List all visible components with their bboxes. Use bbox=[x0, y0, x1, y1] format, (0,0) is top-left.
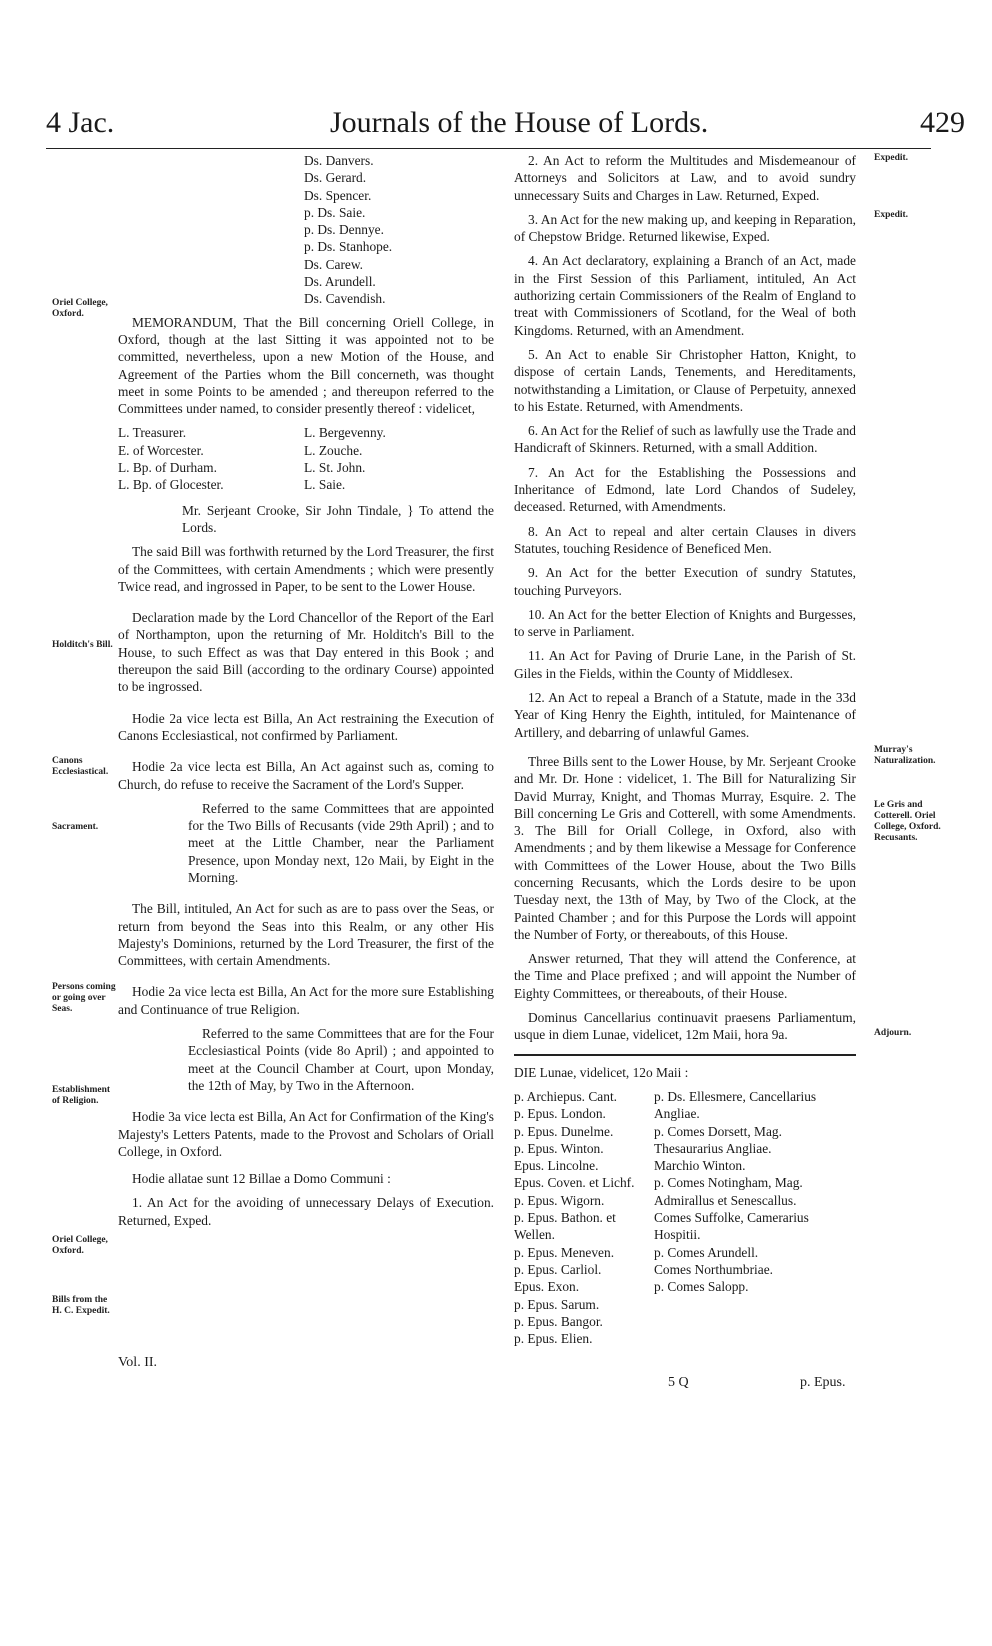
committee-entry: L. St. John. bbox=[304, 460, 366, 476]
attendance-entry: p. Epus. Wigorn. bbox=[514, 1192, 605, 1208]
attendance-lords bbox=[654, 1088, 854, 1347]
bill-entry: 10. An Act for the better Election of Knights and Burgesses, to serve in Parliament. bbox=[514, 606, 856, 640]
name-entry: Ds. Danvers. bbox=[304, 153, 374, 168]
margin-note: Expedit. bbox=[874, 210, 909, 220]
attendance-entry: p. Archiepus. Cant. bbox=[514, 1088, 618, 1104]
name-entry: Ds. Gerard. bbox=[304, 170, 367, 186]
attendance-entry: p. Epus. Elien. bbox=[514, 1331, 593, 1347]
answer-paragraph: Answer returned, That they will attend the Conference, at the Time and Place prefixed ; and will appoint the Number of Eighty Committees, or thereabouts, of their House. bbox=[514, 951, 856, 1001]
canons-paragraph: Hodie 2a vice lecta est Billa, An Act restraining the Execution of Canons Ecclesiastical, not confirmed by Parliament. bbox=[118, 710, 494, 743]
attendance-entry: Marchio Winton. bbox=[654, 1158, 746, 1174]
margin-note: Murray's Naturalization. bbox=[874, 745, 936, 766]
sacrament-paragraph: Hodie 2a vice lecta est Billa, An Act against such as, coming to Church, do refuse to receive the Sacrament of the Lord's Supper. bbox=[118, 759, 494, 792]
bills-paragraph: Hodie allatae sunt 12 Billae a Domo Communi : bbox=[132, 1171, 391, 1187]
adjourn-paragraph: Dominus Cancellarius continuavit praesens Parliamentum, usque in diem Lunae, videlicet, 12m Maii, hora 9a. bbox=[514, 1010, 856, 1043]
attendance-entry: Comes Suffolke, Camerarius Hospitii. bbox=[654, 1210, 809, 1243]
committee-entry: L. Saie. bbox=[304, 477, 346, 493]
committee-entry: L. Zouche. bbox=[304, 442, 363, 458]
margin-note: Holditch's Bill. bbox=[52, 640, 113, 650]
attendance-bishops bbox=[514, 1088, 654, 1347]
section-rule bbox=[514, 1054, 856, 1056]
header-page-number: 429 bbox=[920, 106, 965, 139]
name-list bbox=[304, 152, 494, 308]
name-entry: Ds. Cavendish. bbox=[304, 291, 386, 307]
margin-note: Persons coming or going over Seas. bbox=[52, 982, 116, 1014]
margin-note: Expedit. bbox=[874, 153, 909, 163]
margin-note: Oriel College, Oxford. bbox=[52, 1235, 108, 1256]
attendance-entry: p. Comes Arundell. bbox=[654, 1244, 759, 1260]
bill-entry: 5. An Act to enable Sir Christopher Hatton, Knight, to dispose of certain Lands, Tenements, and Hereditaments, notwithstanding a Limitation, or Clause of Perpetuity, annexed to his Estate. Returned, with Amendments. bbox=[514, 346, 856, 414]
referred-paragraph: Referred to the same Committees that are for the Four Ecclesiastical Points (vide 8o April) ; and appointed to meet at the Council Chamber at Court, upon Monday, the 12th of May, by Two in the Afternoon. bbox=[188, 1026, 494, 1093]
bill-entry: 8. An Act to repeal and alter certain Clauses in divers Statutes, touching Residence of Beneficed Men. bbox=[514, 523, 856, 556]
bill-entry: 11. An Act for Paving of Drurie Lane, in the Parish of St. Giles in the Fields, within the County of Middlesex. bbox=[514, 648, 856, 681]
bill-entry: 6. An Act for the Relief of such as lawfully use the Trade and Handicraft of Skinners. Returned, with a small Addition. bbox=[514, 423, 857, 456]
attendance-entry: p. Epus. Bangor. bbox=[514, 1313, 603, 1329]
attendance-entry: Epus. Exon. bbox=[514, 1279, 580, 1295]
oriel-paragraph: Hodie 3a vice lecta est Billa, An Act for Confirmation of the King's Majesty's Letters Patents, made to the Provost and Scholars of Oriall College, in Oxford. bbox=[118, 1109, 494, 1159]
catchword: p. Epus. bbox=[800, 1375, 846, 1390]
returned-paragraph: The said Bill was forthwith returned by the Lord Treasurer, the first of the Committees, with certain Amendments ; which were presently Twice read, and ingrossed in Paper, to be sent to the Lower House. bbox=[118, 544, 494, 594]
committee-entry: L. Bp. of Durham. bbox=[118, 460, 217, 476]
committee-entry: E. of Worcester. bbox=[118, 442, 204, 458]
name-entry: p. Ds. Dennye. bbox=[304, 222, 384, 238]
attendance-entry: p. Comes Salopp. bbox=[654, 1279, 749, 1295]
name-entry: Ds. Carew. bbox=[304, 256, 364, 272]
attendance-entry: Epus. Coven. et Lichf. bbox=[514, 1175, 635, 1191]
attendance-entry: p. Epus. London. bbox=[514, 1106, 606, 1122]
attend-note: Mr. Serjeant Crooke, Sir John Tindale, } To attend the Lords. bbox=[182, 502, 494, 535]
bill-entry: 7. An Act for the Establishing the Possessions and Inheritance of Edmond, late Lord Chandos of Sudeley, deceased. Returned, with Amendments. bbox=[514, 464, 856, 515]
bill-entry: 2. An Act to reform the Multitudes and Misdemeanour of Attorneys and Solicitors at Law, and to avoid sundry unnecessary Suits and Charges in Law. Returned, Exped. bbox=[514, 153, 856, 203]
attendance-entry: p. Epus. Dunelme. bbox=[514, 1123, 614, 1139]
attendance-entry: p. Epus. Meneven. bbox=[514, 1244, 615, 1260]
holditch-paragraph: Declaration made by the Lord Chancellor of the Report of the Earl of Northampton, upon the returning of Mr. Holditch's Bill to the House, to such Effect as was that Day entered in this Book ; and thereupon the said Bill (according to the ordinary Course) appointed to be ingrossed. bbox=[118, 610, 494, 695]
bill-entry: 9. An Act for the better Execution of sundry Statutes, touching Purveyors. bbox=[514, 565, 856, 598]
bill-entry: 4. An Act declaratory, explaining a Branch of an Act, made in the First Session of this Parliament, intituled, An Act authorizing certain Commissioners of the Realm of England to treat with Commissioners of Scotland, for the Weal of both Kingdoms. Returned, with an Amendment. bbox=[514, 253, 856, 338]
name-entry: p. Ds. Stanhope. bbox=[304, 239, 393, 255]
name-entry: Ds. Arundell. bbox=[304, 274, 376, 290]
attendance-entry: p. Comes Notingham, Mag. Admirallus et Senescallus. bbox=[654, 1175, 803, 1208]
attendance-entry: p. Epus. Bathon. et Wellen. bbox=[514, 1210, 616, 1243]
margin-note: Bills from the H. C. Expedit. bbox=[52, 1295, 110, 1316]
signature-mark: 5 Q bbox=[668, 1375, 689, 1390]
attendance-entry: p. Epus. Carliol. bbox=[514, 1261, 602, 1277]
die-heading: DIE Lunae, videlicet, 12o Maii : bbox=[514, 1064, 689, 1080]
three-bills-paragraph: Three Bills sent to the Lower House, by Mr. Serjeant Crooke and Mr. Dr. Hone : videlicet, 1. The Bill for Naturalizing Sir David Murray, Knight, and Thomas Murray, Esquire. 2. The Bill concerning Le Gris and Cotterell, with some Amendments. 3. The Bill for Oriall College, in Oxford, also with Amendments ; and by them likewise a Message for Conference with Committees of the Lower House, about the Two Bills concerning Recusants, which the Lords desire to be upon Tuesday next, the 13th of May, by Two of the Clock, at the Painted Chamber ; and for this Purpose the Lords will appoint the Number of Forty, or thereabouts, of this House. bbox=[514, 753, 856, 942]
attendance-list bbox=[514, 1088, 856, 1347]
attendance-entry: Comes Northumbriae. bbox=[654, 1261, 774, 1277]
committee-entry: L. Bp. of Glocester. bbox=[118, 477, 224, 493]
margin-note: Le Gris and Cotterell. Oriel College, Oxford. Recusants. bbox=[874, 800, 941, 843]
memorandum-paragraph: MEMORANDUM, That the Bill concerning Oriell College, in Oxford, though at the last Sitting it was appointed not to be committed, nevertheless, upon a new Motion of the House, and Agreement of the Parties whom the Bill concerneth, was thought meet in some Points to be amended ; and thereupon referred to the Committees under named, to consider presently thereof : videlicet, bbox=[118, 314, 494, 417]
header-title: Journals of the House of Lords. bbox=[330, 106, 709, 139]
attendance-entry: Epus. Lincolne. bbox=[514, 1158, 599, 1174]
name-entry: p. Ds. Saie. bbox=[304, 204, 366, 220]
name-entry: Ds. Spencer. bbox=[304, 187, 372, 203]
referred-paragraph: Referred to the same Committees that are appointed for the Two Bills of Recusants (vide 29th April) ; and to meet at the Little Chamber, near the Parliament Presence, upon Monday next, 12o Maii, by Eight in the Morning. bbox=[188, 800, 494, 885]
right-column bbox=[514, 152, 856, 1347]
margin-note: Oriel College, Oxford. bbox=[52, 298, 108, 319]
attendance-entry: p. Epus. Winton. bbox=[514, 1140, 604, 1156]
header-regnal-year: 4 Jac. bbox=[46, 106, 115, 139]
header-rule bbox=[46, 148, 931, 149]
attendance-entry: p. Epus. Sarum. bbox=[514, 1296, 600, 1312]
margin-note: Establishment of Religion. bbox=[52, 1085, 111, 1106]
seas-paragraph: The Bill, intituled, An Act for such as are to pass over the Seas, or return from beyond the Seas into this Realm, or any other His Majesty's Dominions, returned by the Lord Treasurer, the first of the Committees, with certain Amendments. bbox=[118, 901, 494, 969]
attendance-entry: p. Comes Dorsett, Mag. Thesaurarius Angliae. bbox=[654, 1123, 782, 1156]
bill-entry: 3. An Act for the new making up, and keeping in Reparation, of Chepstow Bridge. Returned likewise, Exped. bbox=[514, 211, 856, 245]
attendance-entry: p. Ds. Ellesmere, Cancellarius Angliae. bbox=[654, 1088, 817, 1122]
margin-note: Canons Ecclesiastical. bbox=[52, 756, 109, 777]
committee-list bbox=[118, 424, 494, 493]
committee-entry: L. Bergevenny. bbox=[304, 425, 386, 441]
bill-entry: 1. An Act for the avoiding of unnecessary Delays of Execution. Returned, Exped. bbox=[118, 1195, 494, 1228]
bill-entry: 12. An Act to repeal a Branch of a Statute, made in the 33d Year of King Henry the Eighth, intituled, for Maintenance of Artillery, and debarring of unlawful Games. bbox=[514, 690, 856, 740]
margin-note: Adjourn. bbox=[874, 1028, 912, 1038]
committee-entry: L. Treasurer. bbox=[118, 425, 187, 441]
religion-paragraph: Hodie 2a vice lecta est Billa, An Act for the more sure Establishing and Continuance of true Religion. bbox=[118, 984, 494, 1017]
margin-note: Sacrament. bbox=[52, 822, 99, 832]
left-column bbox=[118, 152, 494, 1236]
volume-footer: Vol. II. bbox=[118, 1355, 158, 1370]
